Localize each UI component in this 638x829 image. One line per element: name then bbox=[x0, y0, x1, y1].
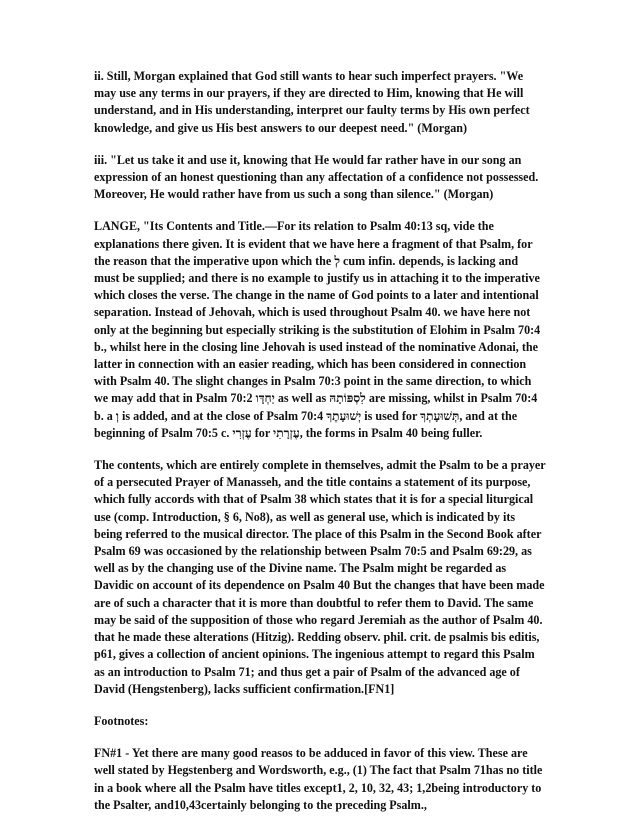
footnotes-heading: Footnotes: bbox=[94, 713, 149, 728]
paragraph-morgan-prayers: ii. Still, Morgan explained that God still wants to hear such imperfect prayers. "We may use any terms in our prayers, if they are directed to Him, knowing that He will understand, and in His understanding, interpret our faulty terms by His own perfect knowledge, and give us His best answers to our deepest need." (Morgan) bbox=[94, 69, 530, 135]
footnote-fn1: FN#1 - Yet there are many good reasos to be adduced in favor of this view. These are well stated by Hegstenberg and Wordsworth, e.g., (1) The fact that Psalm 71has no title in a book where all the Psalm have titles except1, 2, 10, 32, 43; 1,2being introductory to the Psalter, and10,43certainly belonging to the preceding Psalm., bbox=[94, 746, 543, 812]
document-page bbox=[94, 68, 546, 829]
paragraph-contents-discussion: The contents, which are entirely complete in themselves, admit the Psalm to be a prayer of a persecuted Prayer of Manasseh, and the title contains a statement of its purpose, which fully accords with that of Psalm 38 which states that it is for a special liturgical use (comp. Introduction, § 6, No8), as well as general use, which is indicated by its being referred to the musical director. The place of this Psalm in the Second Book after Psalm 69 was occasioned by the relationship between Psalm 70:5 and Psalm 69:29, as well as by the changing use of the Divine name. The Psalm might be regarded as Davidic on account of its dependence on Psalm 40 But the changes that have been made are of such a character that it is more than doubtful to refer them to David. The same may be said of the supposition of those who regard Jeremiah as the author of Psalm 40. that he made these alterations (Hitzig). Redding observ. phil. crit. de psalmis bis editis, p61, gives a collection of ancient opinions. The ingenious attempt to regard this Psalm as an introduction to Psalm 71; and thus get a pair of Psalm of the advanced age of David (Hengstenberg), lacks sufficient confirmation.[FN1] bbox=[94, 458, 546, 696]
paragraph-morgan-song: iii. "Let us take it and use it, knowing that He would far rather have in our song an expression of an honest questioning than any affectation of a confidence not possessed. Moreover, He would rather have from us such a song than silence." (Morgan) bbox=[94, 152, 539, 202]
paragraph-lange-contents-title: LANGE, "Its Contents and Title.—For its relation to Psalm 40:13 sq, vide the explanations there given. It is evident that we have here a fragment of that Psalm, for the reason that the imperative upon which the לְ cum infin. depends, is lacking and must be supplied; and there is no example to justify us in attaching it to the imperative which closes the verse. The change in the name of God points to a later and intentional separation. Instead of Jehovah, which is used throughout Psalm 40. we have here not only at the beginning but especially striking is the substitution of Elohim in Psalm 70:4 b., whilst here in the closing line Jehovah is used instead of the nominative Adonai, the latter in connection with an easier reading, which has been considered in connection with Psalm 40. The slight changes in Psalm 70:3 point in the same direction, to which we may add that in Psalm 70:2 יַחְדָּו as well as לִסְפּוֹתָהּ are missing, whilst in Psalm 70:4 b. a וְ is added, and at the close of Psalm 70:4 יְשׁוּעָתֶךָ is used for תְּשׁוּעָתְךָ, and at the beginning of Psalm 70:5 c. עֶזְרִי for עֶזְרָתִי, the forms in Psalm 40 being fuller. bbox=[94, 219, 541, 440]
